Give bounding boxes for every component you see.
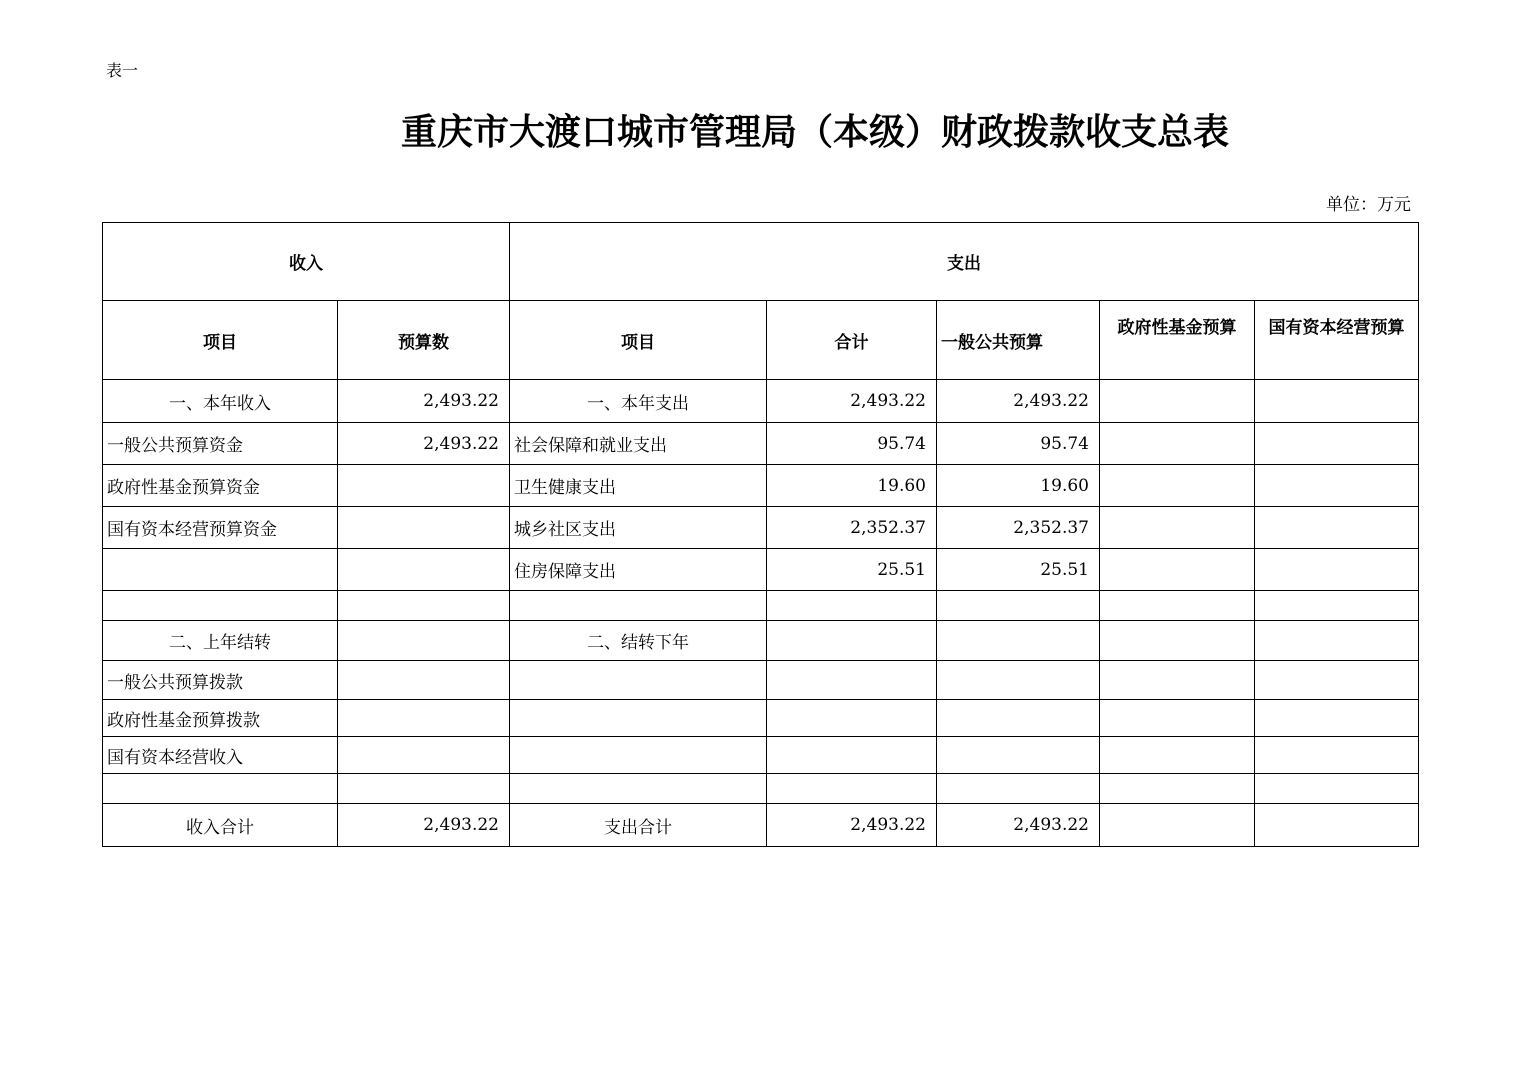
income-amount-cell bbox=[338, 774, 510, 804]
income-item-cell: 一、本年收入 bbox=[103, 380, 338, 423]
table-row bbox=[103, 700, 1419, 737]
capital-budget-cell bbox=[1255, 591, 1419, 621]
general-budget-cell bbox=[937, 591, 1100, 621]
capital-budget-cell bbox=[1255, 549, 1419, 591]
fund-budget-cell bbox=[1100, 737, 1255, 774]
expense-total-amount: 2,493.22 bbox=[767, 804, 937, 847]
budget-summary-table bbox=[102, 222, 1419, 847]
table-row bbox=[103, 507, 1419, 549]
general-budget-cell bbox=[937, 661, 1100, 700]
column-header-state-capital-budget: 国有资本经营预算 bbox=[1255, 301, 1419, 380]
expense-total-cell bbox=[767, 621, 937, 661]
income-amount-cell: 2,493.22 bbox=[338, 380, 510, 423]
general-budget-cell bbox=[937, 737, 1100, 774]
income-item-cell: 二、上年结转 bbox=[103, 621, 338, 661]
group-header-row bbox=[103, 223, 1419, 301]
expense-item-cell: 社会保障和就业支出 bbox=[510, 423, 767, 465]
expense-item-cell: 住房保障支出 bbox=[510, 549, 767, 591]
capital-budget-cell bbox=[1255, 507, 1419, 549]
table-row bbox=[103, 465, 1419, 507]
income-item-cell: 一般公共预算资金 bbox=[103, 423, 338, 465]
income-amount-cell bbox=[338, 661, 510, 700]
income-item-cell: 国有资本经营收入 bbox=[103, 737, 338, 774]
general-budget-cell: 95.74 bbox=[937, 423, 1100, 465]
fund-budget-cell bbox=[1100, 621, 1255, 661]
expense-total-label: 支出合计 bbox=[510, 804, 767, 847]
expense-item-cell bbox=[510, 774, 767, 804]
column-header-government-fund-budget: 政府性基金预算 bbox=[1100, 301, 1255, 380]
column-header-budget-amount: 预算数 bbox=[338, 301, 510, 380]
page-title: 重庆市大渡口城市管理局（本级）财政拨款收支总表 bbox=[400, 111, 1229, 153]
income-group-header: 收入 bbox=[103, 223, 510, 301]
fund-budget-cell bbox=[1100, 774, 1255, 804]
column-header-expense-item: 项目 bbox=[510, 301, 767, 380]
table-row bbox=[103, 621, 1419, 661]
income-item-cell bbox=[103, 774, 338, 804]
expense-total-cell bbox=[767, 774, 937, 804]
expense-item-cell bbox=[510, 661, 767, 700]
fund-budget-total bbox=[1100, 804, 1255, 847]
expense-total-cell bbox=[767, 661, 937, 700]
income-item-cell bbox=[103, 591, 338, 621]
income-item-cell: 一般公共预算拨款 bbox=[103, 661, 338, 700]
income-total-label: 收入合计 bbox=[103, 804, 338, 847]
table-row bbox=[103, 591, 1419, 621]
table-row bbox=[103, 549, 1419, 591]
income-amount-cell: 2,493.22 bbox=[338, 423, 510, 465]
income-item-cell bbox=[103, 549, 338, 591]
general-budget-cell: 2,352.37 bbox=[937, 507, 1100, 549]
expense-item-cell: 一、本年支出 bbox=[510, 380, 767, 423]
general-budget-cell bbox=[937, 774, 1100, 804]
expense-item-cell bbox=[510, 591, 767, 621]
expense-total-cell bbox=[767, 700, 937, 737]
capital-budget-cell bbox=[1255, 774, 1419, 804]
table-row bbox=[103, 423, 1419, 465]
column-header-general-public-budget: 一般公共预算 bbox=[937, 301, 1100, 380]
fund-budget-cell bbox=[1100, 423, 1255, 465]
fund-budget-cell bbox=[1100, 591, 1255, 621]
table-row bbox=[103, 737, 1419, 774]
column-header-row bbox=[103, 301, 1419, 380]
column-header-income-item: 项目 bbox=[103, 301, 338, 380]
income-amount-cell bbox=[338, 549, 510, 591]
expense-total-cell: 2,352.37 bbox=[767, 507, 937, 549]
table-row bbox=[103, 774, 1419, 804]
expense-total-cell bbox=[767, 591, 937, 621]
income-amount-cell bbox=[338, 507, 510, 549]
general-budget-cell: 25.51 bbox=[937, 549, 1100, 591]
income-item-cell: 政府性基金预算资金 bbox=[103, 465, 338, 507]
expense-total-cell: 2,493.22 bbox=[767, 380, 937, 423]
general-budget-cell bbox=[937, 700, 1100, 737]
general-budget-total: 2,493.22 bbox=[937, 804, 1100, 847]
expense-item-cell: 卫生健康支出 bbox=[510, 465, 767, 507]
fund-budget-cell bbox=[1100, 661, 1255, 700]
income-amount-cell bbox=[338, 737, 510, 774]
expense-item-cell: 城乡社区支出 bbox=[510, 507, 767, 549]
table-row bbox=[103, 380, 1419, 423]
capital-budget-total bbox=[1255, 804, 1419, 847]
capital-budget-cell bbox=[1255, 737, 1419, 774]
capital-budget-cell bbox=[1255, 465, 1419, 507]
general-budget-cell bbox=[937, 621, 1100, 661]
capital-budget-cell bbox=[1255, 621, 1419, 661]
income-amount-cell bbox=[338, 591, 510, 621]
income-item-cell: 国有资本经营预算资金 bbox=[103, 507, 338, 549]
fund-budget-cell bbox=[1100, 380, 1255, 423]
income-amount-cell bbox=[338, 621, 510, 661]
fund-budget-cell bbox=[1100, 549, 1255, 591]
expense-item-cell bbox=[510, 700, 767, 737]
capital-budget-cell bbox=[1255, 661, 1419, 700]
income-total-amount: 2,493.22 bbox=[338, 804, 510, 847]
unit-label: 单位：万元 bbox=[1326, 195, 1411, 215]
fund-budget-cell bbox=[1100, 700, 1255, 737]
general-budget-cell: 2,493.22 bbox=[937, 380, 1100, 423]
expense-item-cell: 二、结转下年 bbox=[510, 621, 767, 661]
expense-total-cell: 19.60 bbox=[767, 465, 937, 507]
expense-total-cell: 95.74 bbox=[767, 423, 937, 465]
income-amount-cell bbox=[338, 700, 510, 737]
table-row bbox=[103, 661, 1419, 700]
expense-group-header: 支出 bbox=[510, 223, 1419, 301]
fund-budget-cell bbox=[1100, 465, 1255, 507]
capital-budget-cell bbox=[1255, 423, 1419, 465]
capital-budget-cell bbox=[1255, 700, 1419, 737]
income-amount-cell bbox=[338, 465, 510, 507]
expense-total-cell: 25.51 bbox=[767, 549, 937, 591]
expense-total-cell bbox=[767, 737, 937, 774]
total-row bbox=[103, 804, 1419, 847]
expense-item-cell bbox=[510, 737, 767, 774]
column-header-total: 合计 bbox=[767, 301, 937, 380]
capital-budget-cell bbox=[1255, 380, 1419, 423]
income-item-cell: 政府性基金预算拨款 bbox=[103, 700, 338, 737]
table-number-label: 表一 bbox=[106, 61, 139, 80]
fund-budget-cell bbox=[1100, 507, 1255, 549]
general-budget-cell: 19.60 bbox=[937, 465, 1100, 507]
